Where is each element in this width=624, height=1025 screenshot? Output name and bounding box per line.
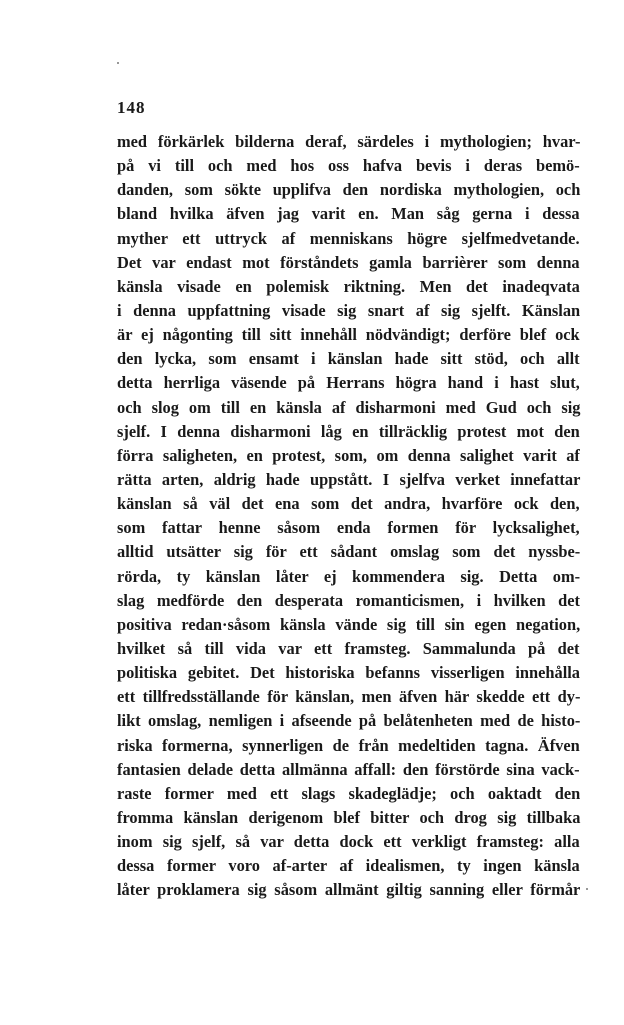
text-line: är ej någonting till sitt innehåll nödvändigt; derföre blef ock <box>117 325 580 345</box>
text-line: låter proklamera sig såsom allmänt giltig sanning eller förmår <box>117 880 581 900</box>
body-text <box>117 130 580 903</box>
text-line: alltid utsätter sig för ett sådant omslag som det nyssbe- <box>117 542 581 562</box>
text-line: inom sig sjelf, så var detta dock ett verkligt framsteg: alla <box>117 832 580 852</box>
text-line: bland hvilka äfven jag varit en. Man såg gerna i dessa <box>117 204 580 224</box>
text-line: politiska gebitet. Det historiska befanns visserligen innehålla <box>117 663 581 683</box>
text-line: myther ett uttryck af menniskans högre sjelfmedvetande. <box>117 228 580 248</box>
text-line: fromma känslan derigenom blef bitter och drog sig tillbaka <box>117 807 581 827</box>
text-line: dessa former voro af-arter af idealismen, ty ingen känsla <box>117 856 580 876</box>
text-line: och slog om till en känsla af disharmoni med Gud och sig <box>117 397 581 417</box>
text-line: med förkärlek bilderna deraf, särdeles i mythologien; hvar- <box>117 132 581 151</box>
text-line: detta herrliga väsende på Herrans högra hand i hast slut, <box>117 373 580 393</box>
text-line: positiva redan·såsom känsla vände sig till sin egen negation, <box>117 614 581 634</box>
text-line: Det var endast mot förståndets gamla barrièrer som denna <box>117 252 580 272</box>
paper-speck <box>586 888 588 890</box>
text-line: sjelf. I denna disharmoni låg en tillräcklig protest mot den <box>117 421 580 441</box>
page-number: 148 <box>117 98 146 117</box>
text-line: som fattar henne såsom enda formen för lycksalighet, <box>117 518 580 538</box>
text-line: riska formerna, synnerligen de från medeltiden tagna. Äfven <box>117 735 580 755</box>
text-line: hvilket så till vida var ett framsteg. Sammalunda på det <box>117 638 580 658</box>
text-line: känslan så väl det ena som det andra, hvarföre ock den, <box>117 494 580 514</box>
text-line: känsla visade en polemisk riktning. Men det inadeqvata <box>117 276 580 296</box>
text-line: danden, som sökte upplifva den nordiska mythologien, och <box>117 180 581 200</box>
text-line: på vi till och med hos oss hafva bevis i deras bemö- <box>117 156 580 176</box>
text-line: rätta arten, aldrig hade uppstått. I sjelfva verket innefattar <box>117 469 581 489</box>
paper-speck <box>117 62 119 64</box>
text-line: rörda, ty känslan låter ej kommendera sig. Detta om- <box>117 566 581 586</box>
text-line: förra saligheten, en protest, som, om denna salighet varit af <box>117 445 580 465</box>
text-line: den lycka, som ensamt i känslan hade sitt stöd, och allt <box>117 349 580 369</box>
text-line: ett tillfredsställande för känslan, men äfven här skedde ett dy- <box>117 687 581 707</box>
text-line: raste former med ett slags skadeglädje; och oaktadt den <box>117 783 581 803</box>
text-line: likt omslag, nemligen i afseende på belåtenheten med de histo- <box>117 711 581 731</box>
text-line: fantasien delade detta allmänna affall: den förstörde sina vack- <box>117 759 580 779</box>
text-line: slag medförde den desperata romanticismen, i hvilken det <box>117 590 580 610</box>
text-line: i denna uppfattning visade sig snart af sig sjelft. Känslan <box>117 300 581 320</box>
